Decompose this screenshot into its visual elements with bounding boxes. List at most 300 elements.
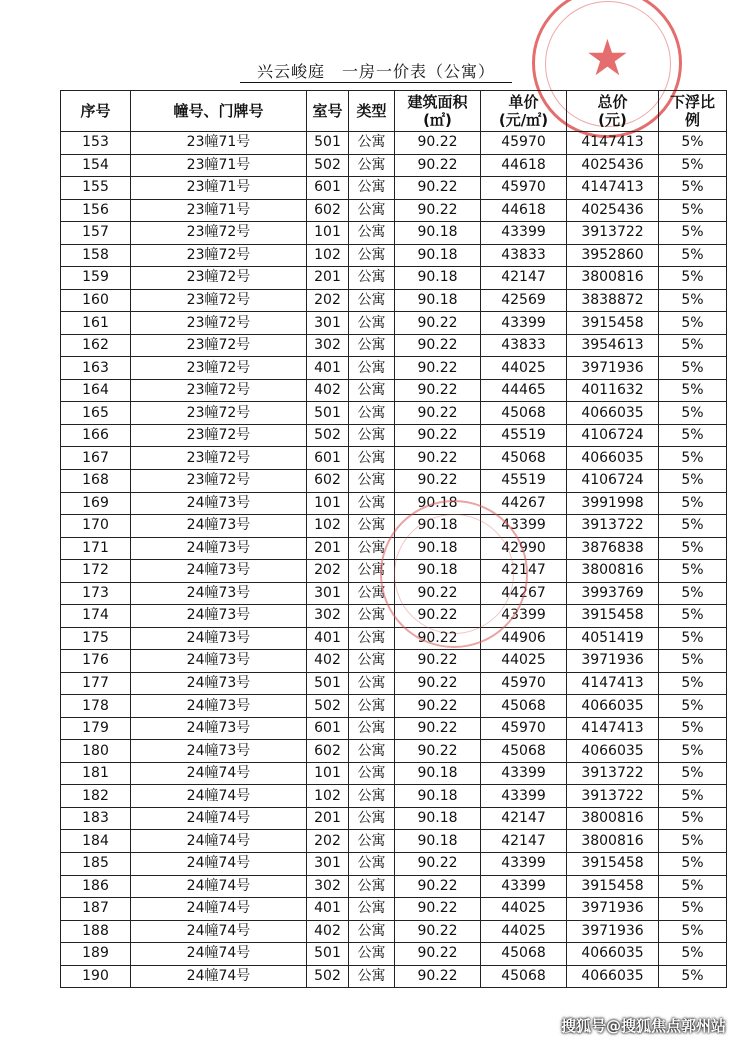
cell-discount: 5% [659, 537, 727, 560]
col-header-area: 建筑面积 (㎡) [395, 91, 481, 132]
cell-area: 90.22 [395, 199, 481, 222]
cell-discount: 5% [659, 965, 727, 988]
cell-room: 101 [307, 222, 349, 245]
cell-index: 160 [61, 289, 131, 312]
cell-building: 23幢71号 [131, 177, 307, 200]
cell-building: 24幢73号 [131, 650, 307, 673]
cell-type: 公寓 [349, 807, 395, 830]
cell-discount: 5% [659, 853, 727, 876]
cell-index: 171 [61, 537, 131, 560]
cell-discount: 5% [659, 920, 727, 943]
cell-room: 502 [307, 965, 349, 988]
cell-unit-price: 45068 [481, 695, 567, 718]
col-header-total-price: 总价 (元) [567, 91, 659, 132]
col-header-unit-price: 单价 (元/㎡) [481, 91, 567, 132]
cell-discount: 5% [659, 582, 727, 605]
table-row [61, 379, 727, 402]
cell-total-price: 4051419 [567, 627, 659, 650]
cell-type: 公寓 [349, 785, 395, 808]
cell-area: 90.22 [395, 898, 481, 921]
table-row [61, 154, 727, 177]
cell-building: 24幢73号 [131, 582, 307, 605]
cell-building: 24幢73号 [131, 492, 307, 515]
cell-unit-price: 43833 [481, 244, 567, 267]
table-row [61, 199, 727, 222]
cell-type: 公寓 [349, 740, 395, 763]
cell-unit-price: 44906 [481, 627, 567, 650]
cell-building: 23幢72号 [131, 222, 307, 245]
cell-area: 90.22 [395, 424, 481, 447]
table-row [61, 492, 727, 515]
cell-type: 公寓 [349, 650, 395, 673]
cell-total-price: 4025436 [567, 199, 659, 222]
cell-total-price: 3993769 [567, 582, 659, 605]
cell-total-price: 3800816 [567, 560, 659, 583]
cell-unit-price: 43399 [481, 605, 567, 628]
table-row [61, 695, 727, 718]
cell-total-price: 4066035 [567, 447, 659, 470]
cell-room: 601 [307, 177, 349, 200]
cell-type: 公寓 [349, 762, 395, 785]
cell-type: 公寓 [349, 582, 395, 605]
cell-area: 90.18 [395, 785, 481, 808]
cell-building: 23幢72号 [131, 357, 307, 380]
cell-discount: 5% [659, 515, 727, 538]
cell-building: 23幢71号 [131, 199, 307, 222]
cell-building: 24幢74号 [131, 853, 307, 876]
col-header-discount: 下浮比 例 [659, 91, 727, 132]
cell-total-price: 4066035 [567, 402, 659, 425]
cell-room: 102 [307, 515, 349, 538]
cell-unit-price: 43399 [481, 853, 567, 876]
table-row [61, 357, 727, 380]
cell-type: 公寓 [349, 154, 395, 177]
cell-room: 501 [307, 402, 349, 425]
cell-index: 155 [61, 177, 131, 200]
cell-discount: 5% [659, 267, 727, 290]
cell-building: 23幢72号 [131, 402, 307, 425]
cell-index: 165 [61, 402, 131, 425]
cell-unit-price: 42990 [481, 537, 567, 560]
cell-type: 公寓 [349, 289, 395, 312]
seal-star-icon: ★ [585, 29, 630, 87]
cell-total-price: 3913722 [567, 222, 659, 245]
cell-discount: 5% [659, 334, 727, 357]
cell-discount: 5% [659, 199, 727, 222]
cell-unit-price: 44267 [481, 582, 567, 605]
cell-discount: 5% [659, 605, 727, 628]
cell-type: 公寓 [349, 424, 395, 447]
cell-area: 90.18 [395, 492, 481, 515]
cell-index: 187 [61, 898, 131, 921]
cell-room: 601 [307, 717, 349, 740]
cell-room: 102 [307, 785, 349, 808]
cell-area: 90.22 [395, 357, 481, 380]
cell-total-price: 3971936 [567, 898, 659, 921]
cell-unit-price: 42147 [481, 560, 567, 583]
cell-discount: 5% [659, 785, 727, 808]
cell-total-price: 4066035 [567, 943, 659, 966]
cell-total-price: 3876838 [567, 537, 659, 560]
col-header-index: 序号 [61, 91, 131, 132]
cell-area: 90.18 [395, 515, 481, 538]
cell-discount: 5% [659, 560, 727, 583]
cell-index: 179 [61, 717, 131, 740]
cell-index: 180 [61, 740, 131, 763]
cell-index: 177 [61, 672, 131, 695]
cell-room: 401 [307, 627, 349, 650]
cell-index: 163 [61, 357, 131, 380]
cell-room: 501 [307, 672, 349, 695]
col-header-room: 室号 [307, 91, 349, 132]
cell-building: 24幢74号 [131, 807, 307, 830]
cell-building: 23幢71号 [131, 154, 307, 177]
cell-room: 502 [307, 695, 349, 718]
cell-area: 90.22 [395, 177, 481, 200]
cell-building: 23幢72号 [131, 289, 307, 312]
cell-building: 24幢74号 [131, 965, 307, 988]
cell-building: 23幢71号 [131, 132, 307, 155]
cell-discount: 5% [659, 469, 727, 492]
cell-building: 24幢74号 [131, 830, 307, 853]
cell-unit-price: 44025 [481, 920, 567, 943]
cell-total-price: 3800816 [567, 267, 659, 290]
cell-room: 402 [307, 650, 349, 673]
cell-room: 501 [307, 943, 349, 966]
cell-index: 174 [61, 605, 131, 628]
cell-index: 167 [61, 447, 131, 470]
cell-area: 90.22 [395, 650, 481, 673]
table-header-row [61, 91, 727, 132]
cell-type: 公寓 [349, 312, 395, 335]
table-row [61, 853, 727, 876]
cell-room: 201 [307, 537, 349, 560]
cell-area: 90.18 [395, 267, 481, 290]
cell-index: 169 [61, 492, 131, 515]
cell-discount: 5% [659, 424, 727, 447]
cell-total-price: 3971936 [567, 920, 659, 943]
cell-total-price: 4011632 [567, 379, 659, 402]
table-row [61, 807, 727, 830]
cell-index: 170 [61, 515, 131, 538]
cell-area: 90.22 [395, 920, 481, 943]
cell-discount: 5% [659, 672, 727, 695]
cell-unit-price: 45068 [481, 447, 567, 470]
cell-area: 90.22 [395, 853, 481, 876]
cell-total-price: 3838872 [567, 289, 659, 312]
cell-building: 23幢72号 [131, 469, 307, 492]
table-row [61, 740, 727, 763]
cell-type: 公寓 [349, 965, 395, 988]
cell-discount: 5% [659, 447, 727, 470]
cell-building: 24幢73号 [131, 672, 307, 695]
table-row [61, 132, 727, 155]
cell-unit-price: 45970 [481, 717, 567, 740]
cell-unit-price: 45068 [481, 402, 567, 425]
cell-type: 公寓 [349, 402, 395, 425]
cell-unit-price: 44025 [481, 357, 567, 380]
cell-type: 公寓 [349, 199, 395, 222]
cell-area: 90.22 [395, 312, 481, 335]
cell-room: 602 [307, 740, 349, 763]
cell-total-price: 3915458 [567, 605, 659, 628]
cell-index: 190 [61, 965, 131, 988]
cell-index: 178 [61, 695, 131, 718]
cell-building: 24幢74号 [131, 943, 307, 966]
cell-area: 90.22 [395, 469, 481, 492]
table-row [61, 424, 727, 447]
cell-area: 90.22 [395, 132, 481, 155]
cell-unit-price: 45970 [481, 132, 567, 155]
cell-area: 90.22 [395, 627, 481, 650]
cell-type: 公寓 [349, 515, 395, 538]
cell-type: 公寓 [349, 717, 395, 740]
table-row [61, 244, 727, 267]
cell-index: 188 [61, 920, 131, 943]
cell-unit-price: 45519 [481, 469, 567, 492]
cell-room: 602 [307, 469, 349, 492]
cell-room: 602 [307, 199, 349, 222]
cell-total-price: 4066035 [567, 965, 659, 988]
cell-area: 90.22 [395, 965, 481, 988]
cell-type: 公寓 [349, 132, 395, 155]
cell-index: 153 [61, 132, 131, 155]
cell-building: 24幢73号 [131, 695, 307, 718]
cell-unit-price: 44025 [481, 650, 567, 673]
cell-discount: 5% [659, 627, 727, 650]
cell-unit-price: 43399 [481, 785, 567, 808]
cell-index: 176 [61, 650, 131, 673]
table-row [61, 785, 727, 808]
cell-type: 公寓 [349, 469, 395, 492]
cell-total-price: 3913722 [567, 515, 659, 538]
cell-type: 公寓 [349, 492, 395, 515]
cell-discount: 5% [659, 650, 727, 673]
cell-building: 24幢73号 [131, 627, 307, 650]
cell-total-price: 4147413 [567, 132, 659, 155]
cell-area: 90.18 [395, 830, 481, 853]
cell-area: 90.18 [395, 762, 481, 785]
cell-discount: 5% [659, 312, 727, 335]
cell-discount: 5% [659, 762, 727, 785]
cell-unit-price: 43399 [481, 875, 567, 898]
cell-area: 90.22 [395, 447, 481, 470]
cell-total-price: 4106724 [567, 424, 659, 447]
cell-index: 184 [61, 830, 131, 853]
table-row [61, 334, 727, 357]
cell-type: 公寓 [349, 244, 395, 267]
table-row [61, 469, 727, 492]
company-seal-stamp [380, 500, 528, 648]
cell-room: 201 [307, 807, 349, 830]
cell-index: 182 [61, 785, 131, 808]
cell-area: 90.18 [395, 222, 481, 245]
cell-unit-price: 45519 [481, 424, 567, 447]
table-row [61, 943, 727, 966]
cell-unit-price: 42147 [481, 830, 567, 853]
cell-unit-price: 45068 [481, 740, 567, 763]
cell-type: 公寓 [349, 627, 395, 650]
cell-area: 90.22 [395, 605, 481, 628]
cell-discount: 5% [659, 492, 727, 515]
cell-building: 24幢74号 [131, 898, 307, 921]
cell-discount: 5% [659, 695, 727, 718]
cell-type: 公寓 [349, 267, 395, 290]
cell-index: 168 [61, 469, 131, 492]
cell-type: 公寓 [349, 695, 395, 718]
cell-room: 302 [307, 605, 349, 628]
cell-index: 161 [61, 312, 131, 335]
cell-building: 24幢74号 [131, 920, 307, 943]
cell-index: 154 [61, 154, 131, 177]
cell-total-price: 4147413 [567, 717, 659, 740]
cell-area: 90.22 [395, 582, 481, 605]
table-row [61, 267, 727, 290]
cell-unit-price: 45970 [481, 672, 567, 695]
cell-unit-price: 42569 [481, 289, 567, 312]
page-title: 兴云峻庭 一房一价表（公寓） [240, 62, 512, 83]
cell-room: 402 [307, 920, 349, 943]
cell-unit-price: 43399 [481, 312, 567, 335]
cell-index: 162 [61, 334, 131, 357]
cell-index: 172 [61, 560, 131, 583]
cell-type: 公寓 [349, 875, 395, 898]
cell-building: 24幢73号 [131, 717, 307, 740]
cell-building: 24幢73号 [131, 740, 307, 763]
cell-type: 公寓 [349, 672, 395, 695]
cell-area: 90.22 [395, 943, 481, 966]
cell-type: 公寓 [349, 943, 395, 966]
cell-type: 公寓 [349, 222, 395, 245]
table-row [61, 402, 727, 425]
cell-room: 301 [307, 312, 349, 335]
cell-discount: 5% [659, 244, 727, 267]
cell-index: 175 [61, 627, 131, 650]
cell-room: 202 [307, 289, 349, 312]
cell-unit-price: 44025 [481, 898, 567, 921]
cell-total-price: 3971936 [567, 650, 659, 673]
cell-total-price: 4025436 [567, 154, 659, 177]
cell-area: 90.18 [395, 807, 481, 830]
cell-building: 24幢73号 [131, 537, 307, 560]
cell-area: 90.22 [395, 154, 481, 177]
cell-discount: 5% [659, 402, 727, 425]
cell-total-price: 3800816 [567, 830, 659, 853]
cell-area: 90.22 [395, 379, 481, 402]
cell-room: 302 [307, 875, 349, 898]
cell-area: 90.22 [395, 740, 481, 763]
cell-type: 公寓 [349, 605, 395, 628]
cell-discount: 5% [659, 289, 727, 312]
cell-index: 185 [61, 853, 131, 876]
cell-discount: 5% [659, 875, 727, 898]
cell-area: 90.22 [395, 402, 481, 425]
cell-area: 90.18 [395, 289, 481, 312]
cell-index: 186 [61, 875, 131, 898]
cell-index: 164 [61, 379, 131, 402]
table-row [61, 875, 727, 898]
cell-index: 157 [61, 222, 131, 245]
table-row [61, 177, 727, 200]
table-row [61, 289, 727, 312]
cell-total-price: 3915458 [567, 875, 659, 898]
cell-discount: 5% [659, 357, 727, 380]
cell-discount: 5% [659, 379, 727, 402]
cell-area: 90.22 [395, 875, 481, 898]
cell-area: 90.18 [395, 244, 481, 267]
cell-discount: 5% [659, 898, 727, 921]
cell-discount: 5% [659, 830, 727, 853]
cell-type: 公寓 [349, 357, 395, 380]
cell-discount: 5% [659, 154, 727, 177]
cell-building: 23幢72号 [131, 334, 307, 357]
table-row [61, 717, 727, 740]
cell-total-price: 3913722 [567, 762, 659, 785]
cell-building: 23幢72号 [131, 267, 307, 290]
cell-total-price: 3991998 [567, 492, 659, 515]
cell-room: 301 [307, 853, 349, 876]
cell-area: 90.18 [395, 560, 481, 583]
table-row [61, 920, 727, 943]
cell-room: 301 [307, 582, 349, 605]
cell-building: 24幢74号 [131, 762, 307, 785]
cell-area: 90.22 [395, 672, 481, 695]
cell-total-price: 3915458 [567, 312, 659, 335]
cell-room: 101 [307, 762, 349, 785]
cell-unit-price: 44465 [481, 379, 567, 402]
cell-unit-price: 44618 [481, 154, 567, 177]
cell-area: 90.22 [395, 717, 481, 740]
table-row [61, 898, 727, 921]
cell-discount: 5% [659, 132, 727, 155]
cell-building: 23幢72号 [131, 312, 307, 335]
table-row [61, 627, 727, 650]
cell-room: 502 [307, 424, 349, 447]
cell-building: 24幢73号 [131, 605, 307, 628]
cell-room: 601 [307, 447, 349, 470]
cell-index: 166 [61, 424, 131, 447]
table-row [61, 830, 727, 853]
table-row [61, 650, 727, 673]
cell-unit-price: 44267 [481, 492, 567, 515]
cell-room: 401 [307, 898, 349, 921]
cell-building: 23幢72号 [131, 379, 307, 402]
cell-building: 23幢72号 [131, 447, 307, 470]
cell-room: 202 [307, 560, 349, 583]
cell-room: 102 [307, 244, 349, 267]
cell-type: 公寓 [349, 177, 395, 200]
cell-unit-price: 42147 [481, 807, 567, 830]
table-row [61, 965, 727, 988]
cell-index: 181 [61, 762, 131, 785]
cell-total-price: 3971936 [567, 357, 659, 380]
cell-total-price: 3913722 [567, 785, 659, 808]
cell-discount: 5% [659, 807, 727, 830]
cell-room: 101 [307, 492, 349, 515]
cell-total-price: 4147413 [567, 672, 659, 695]
table-row [61, 672, 727, 695]
cell-unit-price: 42147 [481, 267, 567, 290]
cell-area: 90.22 [395, 334, 481, 357]
table-row [61, 762, 727, 785]
cell-type: 公寓 [349, 537, 395, 560]
cell-building: 24幢74号 [131, 785, 307, 808]
cell-index: 173 [61, 582, 131, 605]
table-row [61, 312, 727, 335]
cell-unit-price: 43833 [481, 334, 567, 357]
cell-type: 公寓 [349, 898, 395, 921]
cell-index: 158 [61, 244, 131, 267]
